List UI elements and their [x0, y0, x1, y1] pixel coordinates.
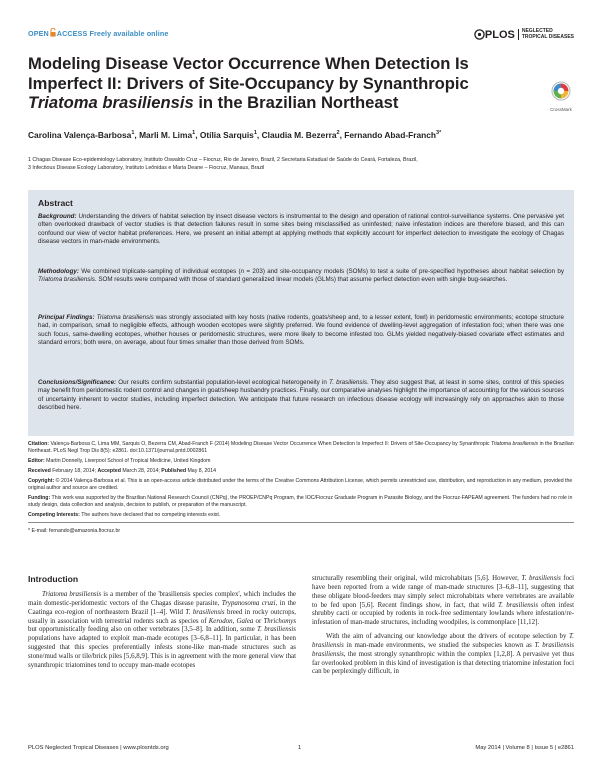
body-text: foci have been reported from a wide range of man-made structures [3–6,8–11], suggesting that these obligate blood-feeders may simply select microhabitats where vertebrates are available to be fed upon [5,6]. Recent findings show, in fact, that wild	[312, 575, 575, 609]
author[interactable]	[344, 130, 441, 140]
body-text: or	[253, 617, 264, 625]
methodology-species: Triatoma brasiliensis	[38, 276, 95, 284]
author[interactable]	[139, 130, 195, 140]
citation-label: Citation:	[28, 441, 50, 447]
author-separator: ,	[256, 129, 262, 140]
abstract-methodology	[38, 268, 564, 285]
species-name: T. brasiliensis	[256, 626, 296, 634]
competing-text: The authors have declared that no competing interests exist.	[79, 511, 221, 518]
body-text: often infest shrubby cacti or occupied by rodents in rock-free sedimentary lowlands where infestation/re-infestation of man-made structures, including woodpiles, is commonplace [11,12].	[312, 601, 574, 627]
species-name: Kerodon	[208, 617, 233, 625]
species-name: T. brasiliensis	[185, 608, 225, 616]
body-text: , in the Caatinga eco-region of northeastern Brazil [1–4]. Wild	[28, 599, 296, 616]
author-name: Claudia M. Bezerra	[261, 129, 337, 140]
introduction-heading: Introduction	[28, 574, 79, 584]
footer-journal[interactable]: PLOS Neglected Tropical Diseases | www.plosntds.org	[28, 745, 169, 751]
crossmark-label: CrossMark	[550, 107, 572, 112]
funding-label: Funding:	[28, 494, 51, 501]
title-line-3: in the Brazilian Northeast	[193, 93, 399, 112]
author-list	[28, 127, 574, 141]
species-name: Trypanosoma cruzi	[221, 599, 276, 607]
author-name: Fernando Abad-Franch	[344, 129, 437, 140]
copyright	[28, 478, 574, 492]
conclusions-text: Our results confirm substantial population-level ecological heterogeneity in	[116, 379, 329, 386]
findings-label: Principal Findings:	[38, 314, 95, 321]
competing-interests	[28, 512, 574, 519]
body-column-right	[312, 575, 574, 677]
species-name: T. brasiliensis brasiliensis	[312, 641, 574, 658]
competing-label: Competing Interests:	[28, 511, 80, 518]
methodology-n: n	[240, 268, 245, 275]
author-affil-sup: 1	[131, 130, 135, 136]
findings-species: Triatoma brasiliensis	[94, 314, 154, 321]
citation-species: Triatoma brasiliensis	[490, 441, 539, 447]
published-label: Published	[161, 467, 187, 474]
conclusions-species: T. brasiliensis	[328, 379, 368, 386]
funding-text: This work was supported by the Brazilian National Research Council (CNPq), the PROEP/CNPq Program, the IOC/Fiocruz Graduate Program in Parasite Biology, and the Fiocruz-FAPEAM agreement. The funders had no role in study design, data collection and analysis, decision to publish, or preparation of the manuscript.	[28, 494, 573, 508]
footer-issue: May 2014 | Volume 8 | Issue 5 | e2861	[475, 745, 574, 751]
body-column-left	[28, 591, 296, 671]
dates	[28, 468, 574, 475]
affiliation-line-2: 3 Infectious Disease Ecology Laboratory, Instituto Leônidas e Maria Deane – Fiocruz, Manaus, Brazil	[28, 165, 265, 171]
title-line-2: Imperfect II: Drivers of Site-Occupancy by Synanthropic	[28, 73, 469, 93]
body-text: structurally resembling their original, wild microhabitats [5,6]. However,	[312, 575, 522, 582]
body-text: With the aim of advancing our knowledge about the drivers of ecotope selection by	[326, 633, 569, 641]
methodology-text: We combined triplicate-sampling of individual ecotopes (	[78, 268, 241, 275]
title-species: Triatoma brasiliensis	[28, 93, 194, 112]
author-affil-sup: 1	[253, 130, 257, 136]
journal-name-line2: TROPICAL DISEASES	[521, 33, 574, 40]
plos-wordmark: PLOS	[484, 28, 515, 41]
received-label: Received	[28, 467, 51, 474]
author-affil-sup: 1	[192, 130, 196, 136]
article-title	[28, 54, 548, 113]
article-metadata	[28, 441, 574, 538]
species-name: Triatoma brasiliensis	[42, 591, 102, 598]
author-name: Carolina Valença-Barbosa	[28, 129, 132, 140]
author-name: Otília Sarquis	[199, 129, 254, 140]
intro-paragraph-2	[312, 633, 574, 677]
crossmark-icon	[551, 81, 571, 101]
funding	[28, 495, 574, 509]
author-affil-sup: 2	[336, 130, 340, 136]
open-access-label	[28, 28, 168, 38]
conclusions-text: . They also suggest that, at least in some sites, control of this species may benefit from peridomestic rodent control and changes in goat/sheep husbandry practices. Finally, our comparative analyses highlight the importance of accounting for the various sources of uncertainty inherent to vector studies, including imperfect detection. We anticipate that future research on infectious disease ecology will increasingly rely on approaches akin to those described here.	[38, 379, 564, 411]
crossmark-badge[interactable]	[548, 81, 574, 112]
open-label: OPEN	[28, 29, 49, 38]
methodology-text: . SOM results were compared with those of standard generalized linear models (GLMs) that assume perfect detection even with single bug-searches.	[94, 276, 508, 284]
intro-paragraph-1-cont	[312, 575, 574, 628]
author[interactable]	[28, 130, 134, 140]
methodology-text: = 203) and site-occupancy models (SOMs) to test a suite of pre-specified hypotheses about habitat selection by	[244, 268, 564, 275]
author-affil-sup: 3*	[436, 130, 442, 136]
species-name: Galea	[236, 617, 254, 625]
methodology-label: Methodology:	[38, 268, 79, 275]
body-text: breed in rocky outcrops, usually in association with terrestrial rodents such as species of	[28, 608, 296, 625]
affiliation-line-1: 1 Chagas Disease Eco-epidemiology Laboratory, Instituto Oswaldo Cruz – Fiocruz, Rio de Janeiro, Brazil, 2 Secretaria Estadual de Saúde do Ceará, Fortaleza, Brazil,	[28, 157, 418, 163]
species-name: T. brasiliensis	[312, 633, 574, 649]
author-separator: ,	[195, 129, 200, 140]
journal-name-line1: NEGLECTED	[521, 28, 553, 35]
body-text: ,	[232, 617, 237, 625]
abstract-box	[28, 190, 574, 436]
intro-paragraph-1	[28, 591, 296, 671]
species-name: Thrichomys	[263, 617, 297, 625]
accepted-label: Accepted	[97, 467, 121, 474]
species-name: T. brasiliensis	[521, 575, 561, 582]
background-text: Understanding the drivers of habitat selection by insect disease vectors is instrumental to the design and operation of rational control-surveillance systems. One pervasive yet often overlooked drawback of vector studies is that detection failures result in some sites being misclassified as uninfested; naive infestation indices are therefore biased, and this can confound our view of vector habitat preferences. Here, we present an initial attempt at applying methods that explicitly account for imperfect detection to investigate the ecology of Chagas disease vectors in man-made environments.	[38, 213, 564, 245]
findings-text: was strongly associated with key hosts (native rodents, goats/sheep and, to a lesser extent, fowl) in peridomestic environments; ecotope structure had, in comparison, small to negligible effects, although wooden ecotopes were slightly preferred. We found evidence of dwelling-level aggregation of infestation foci; when there was one such focus, same-dwelling ecotopes, whether houses or peridomestic structures, were more likely to become infested too. GLMs yielded negatively-biased covariate effect estimates and standard errors; both were, on average, about four times smaller than those derived from SOMs.	[38, 314, 564, 346]
author-separator: ,	[134, 129, 140, 140]
accepted-date: March 28, 2014;	[120, 467, 162, 474]
plos-logo-icon	[474, 29, 485, 40]
freely-available-label: Freely available online	[89, 29, 169, 38]
corresponding-email[interactable]: * E-mail: fernando@amazonia.fiocruz.br	[28, 527, 121, 534]
access-label: ACCESS	[56, 29, 88, 38]
published-date: May 8, 2014	[186, 467, 217, 474]
body-text: is a member of the 'brasiliensis species complex', which includes the main domestic-peridomestic vectors of the Chagas disease parasite,	[28, 591, 296, 607]
editor-text: Martin Donnelly, Liverpool School of Tropical Medicine, United Kingdom	[44, 458, 211, 464]
author[interactable]	[200, 130, 257, 140]
copyright-label: Copyright:	[28, 477, 55, 484]
journal-name-block	[518, 29, 574, 40]
plos-journal-logo[interactable]	[474, 26, 574, 44]
species-name: T. brasiliensis	[497, 601, 539, 609]
title-line-1: Modeling Disease Vector Occurrence When Detection Is	[28, 54, 469, 73]
body-text: , the most strongly synanthropic within the complex [1,2,8]. A pervasive yet thus far overlooked problem in this kind of investigation is that detecting triatomine infestation foci can be perplexingly difficult, in	[312, 650, 574, 676]
meta-divider	[28, 522, 574, 523]
copyright-text: © 2014 Valença-Barbosa et al. This is an open-access article distributed under the terms of the Creative Commons Attribution License, which permits unrestricted use, distribution, and reproduction in any medium, provided the original author and source are credited.	[28, 477, 573, 491]
abstract-background	[38, 213, 564, 246]
open-access-lock-icon	[50, 28, 56, 37]
citation-text: Valença-Barbosa C, Lima MM, Sarquis O, Bezerra CM, Abad-Franch F (2014) Modeling Disease Vector Occurrence When Detection Is Imperfect II: Drivers of Site-Occupancy by Synanthropic	[49, 441, 491, 447]
abstract-conclusions	[38, 379, 564, 412]
page-number: 1	[298, 745, 302, 751]
author-separator: ,	[339, 129, 345, 140]
conclusions-label: Conclusions/Significance:	[38, 379, 117, 386]
body-text: but opportunistically feeding also on other vertebrates [3,5–8]. In addition, some	[28, 626, 257, 634]
affiliations	[28, 156, 574, 172]
abstract-findings	[38, 314, 564, 347]
citation	[28, 441, 574, 455]
body-text: in man-made environments, we studied the subspecies known as	[343, 641, 535, 649]
abstract-heading: Abstract	[38, 198, 73, 208]
editor	[28, 458, 574, 465]
received-date: February 18, 2014;	[50, 467, 98, 474]
header-bar	[28, 27, 574, 43]
background-label: Background:	[38, 213, 77, 220]
author[interactable]	[262, 130, 340, 140]
body-text: populations have adapted to exploit man-made ecotopes [3–6,8–11]. In particular, it has been suggested that this species preferentially infests stone-like man-made structures such as stone/mud walls or tile/brick piles [5,6,8,9]. This is in agreement with the more general view that synanthropic triatomines tend to occupy man-made ecotopes	[28, 635, 296, 669]
editor-label: Editor:	[28, 458, 45, 464]
citation-text[interactable]: in the Brazilian Northeast. PLoS Negl Trop Dis 8(5): e2861. doi:10.1371/journal.pntd.0002861	[28, 441, 574, 455]
author-name: Marli M. Lima	[139, 129, 193, 140]
